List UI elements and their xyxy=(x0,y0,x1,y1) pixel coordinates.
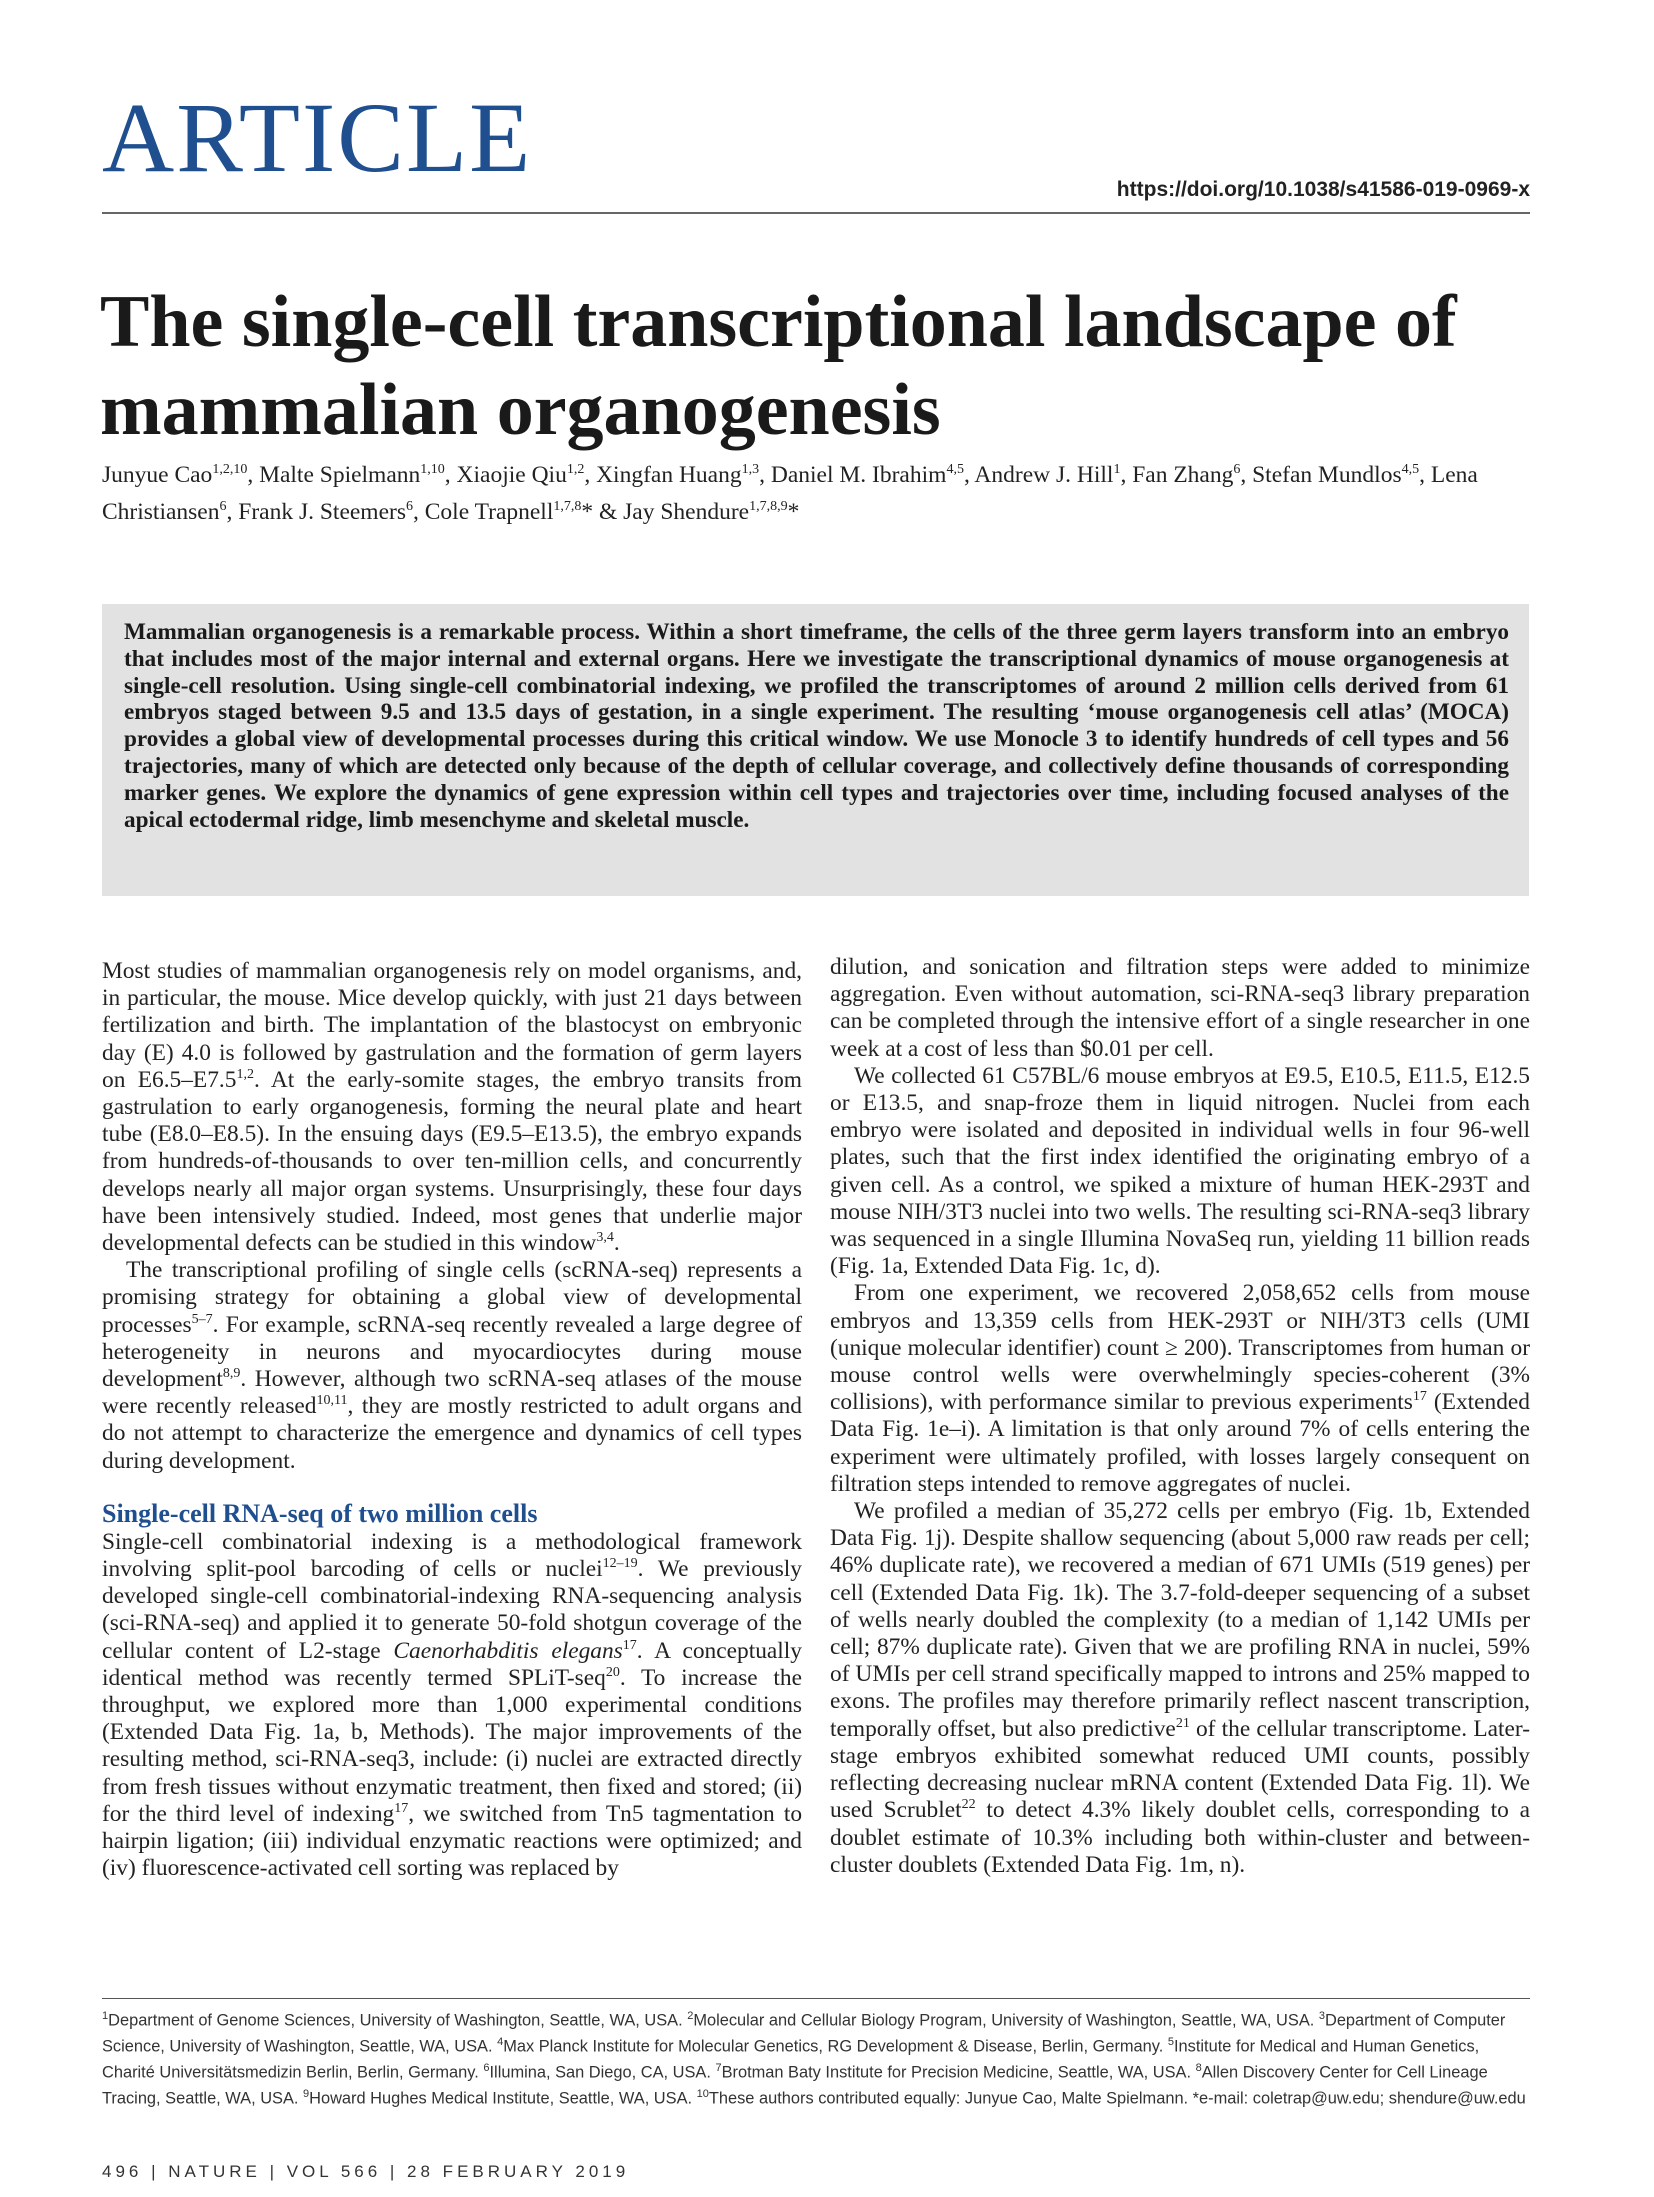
citation-superscript: 20 xyxy=(605,1665,620,1681)
citation-superscript: 17 xyxy=(1412,1389,1427,1405)
text-run: to detect 4.3% likely doublet cells, corresponding to a doublet estimate of 10.3% including both within-cluster and between-cluster doublets (Extended Data Fig. 1m, n). xyxy=(830,1797,1530,1878)
text-run: . A conceptually identical method was recently termed SPLiT-seq xyxy=(102,1637,802,1691)
affiliation-number: 3 xyxy=(1318,2010,1325,2022)
text-run: , they are mostly restricted to adult organs and do not attempt to characterize the emergence and dynamics of cell types during development. xyxy=(102,1393,802,1474)
author-separator: , xyxy=(1120,461,1133,488)
author-name: Junyue Cao xyxy=(102,461,213,488)
affiliation-number: 6 xyxy=(483,2061,490,2074)
author-affiliation-marker: 4,5 xyxy=(1401,462,1420,477)
paragraph xyxy=(102,1257,802,1475)
citation-superscript: 5–7 xyxy=(191,1311,213,1327)
text-run: of the cellular transcriptome. Later-stage embryos exhibited somewhat reduced UMI counts, possibly reflecting decreasing nuclear mRNA content (Extended Data Fig. 1l). We used Scrublet xyxy=(830,1715,1530,1824)
author-affiliation-marker: 1,10 xyxy=(420,462,445,477)
article-title: The single-cell transcriptional landscape of mammalian organogenesis xyxy=(100,281,1457,451)
text-run: . For example, scRNA-seq recently revealed a large degree of heterogeneity in neurons and myocardiocytes during mouse development xyxy=(102,1311,802,1393)
author-separator: , xyxy=(584,461,597,488)
affiliation-text: Max Planck Institute for Molecular Genetics, RG Development & Disease, Berlin, Germany. xyxy=(503,2037,1168,2056)
page-footer: 496 | NATURE | VOL 566 | 28 FEBRUARY 2019 xyxy=(102,2162,630,2181)
affiliation-number: 4 xyxy=(497,2035,504,2048)
author-separator: * xyxy=(787,498,800,525)
section-heading: Single-cell RNA-seq of two million cells xyxy=(102,1498,538,1528)
author-affiliation-marker: 1,7,8,9 xyxy=(749,498,788,514)
article-section-label: ARTICLE xyxy=(102,82,533,193)
affiliation-number: 9 xyxy=(303,2087,310,2100)
citation-superscript: 17 xyxy=(622,1637,637,1653)
text-run: The transcriptional profiling of single cells (scRNA-seq) represents a promising strategy for obtaining a global view of developmental processes xyxy=(102,1257,802,1338)
author-affiliation-marker: 6 xyxy=(1233,462,1241,477)
author-separator: , xyxy=(247,461,260,488)
author-affiliation-marker: 1,2,10 xyxy=(212,462,248,477)
author-name: Cole Trapnell xyxy=(424,498,554,525)
text-run: . To increase the throughput, we explored more than 1,000 experimental conditions (Extended Data Fig. 1a, b, Methods). The major improvements of the resulting method, sci-RNA-seq3, include: (i) nuclei are extracted directly from fresh tissues without enzymatic treatment, then fixed and stored; (ii) for the third level of indexing xyxy=(102,1664,802,1827)
author-separator: , xyxy=(444,461,457,488)
citation-superscript: 22 xyxy=(961,1797,976,1813)
author-name: Xingfan Huang xyxy=(596,461,742,488)
author-separator: , xyxy=(1419,461,1431,488)
affiliation-number: 8 xyxy=(1195,2061,1202,2074)
paragraph xyxy=(830,1063,1530,1281)
affiliation-text: Department of Genome Sciences, University of Washington, Seattle, WA, USA. xyxy=(108,2011,688,2030)
text-run: , we switched from Tn5 tagmentation to hairpin ligation; (iii) individual enzymatic reactions were optimized; and (iv) fluorescence-activated cell sorting was replaced by xyxy=(102,1800,803,1882)
author-separator: , xyxy=(1240,461,1253,488)
author-separator: , xyxy=(226,498,239,525)
author-separator: * & xyxy=(581,498,624,525)
author-name: Xiaojie Qiu xyxy=(456,461,567,488)
author-affiliation-marker: 1,3 xyxy=(741,462,760,477)
author-name: Fan Zhang xyxy=(1132,461,1234,488)
affiliation-text: Allen Discovery Center for Cell Lineage Tracing, Seattle, WA, USA. xyxy=(102,2063,1488,2108)
author-affiliation-marker: 1,7,8 xyxy=(553,498,582,514)
paragraph xyxy=(830,1498,1530,1879)
citation-superscript: 12–19 xyxy=(602,1556,638,1572)
body-column-left xyxy=(102,958,802,1883)
text-run: (Extended Data Fig. 1e–i). A limitation is that only around 7% of cells entering the experiment were ultimately profiled, with losses largely consequent on filtration steps intended to remove aggregates of nuclei. xyxy=(830,1389,1530,1497)
header-divider xyxy=(102,212,1530,214)
affiliation-number: 10 xyxy=(696,2087,709,2100)
footnote-divider xyxy=(102,1998,1530,1999)
affiliation-number: 2 xyxy=(687,2010,694,2022)
author-list xyxy=(102,454,1522,528)
author-affiliation-marker: 1 xyxy=(1113,462,1121,477)
affiliation-number: 1 xyxy=(102,2010,109,2022)
author-affiliation-marker: 6 xyxy=(406,498,413,514)
text-run: Single-cell combinatorial indexing is a methodological framework involving split-pool barcoding of cells or nuclei xyxy=(102,1528,802,1583)
paragraph xyxy=(102,958,802,1257)
affiliation-number: 7 xyxy=(715,2061,722,2074)
author-name: Stefan Mundlos xyxy=(1252,461,1402,488)
affiliation-text: Illumina, San Diego, CA, USA. xyxy=(489,2063,716,2082)
affiliations-footnote xyxy=(102,2006,1530,2110)
author-separator: , xyxy=(759,461,771,488)
paragraph xyxy=(830,954,1530,1063)
text-run: . At the early-somite stages, the embryo transits from gastrulation to early organogenesis, forming the neural plate and heart tube (E8.0–E8.5). In the ensuing days (E9.5–E13.5), the embryo expands from hundreds-of-thousands to over ten-million cells, and concurrently develops nearly all major organ systems. Unsurprisingly, these four days have been intensively studied. Indeed, most genes that underlie major developmental defects can be studied in this window xyxy=(102,1066,802,1257)
text-run: dilution, and sonication and filtration steps were added to minimize aggregation. Even without automation, sci-RNA-seq3 library preparation can be completed through the intensive effort of a single researcher in one week at a cost of less than $0.01 per cell. xyxy=(830,954,1530,1062)
author-affiliation-marker: 6 xyxy=(219,498,227,514)
citation-superscript: 10,11 xyxy=(316,1393,348,1409)
affiliation-text: These authors contributed equally: Junyue Cao, Malte Spielmann. *e-mail: coletrap@uw.edu; shendure@uw.edu xyxy=(708,2089,1526,2108)
affiliation-number: 5 xyxy=(1167,2035,1174,2048)
text-run: We profiled a median of 35,272 cells per embryo (Fig. 1b, Extended Data Fig. 1j). Despite shallow sequencing (about 5,000 raw reads per cell; 46% duplicate rate), we recovered a median of 671 UMIs (519 genes) per cell (Extended Data Fig. 1k). The 3.7-fold-deeper sequencing of a subset of wells nearly doubled the complexity (to a median of 1,142 UMIs per cell; 87% duplicate rate). Given that we are profiling RNA in nuclei, 59% of UMIs per cell strand specifically mapped to introns and 25% mapped to exons. The profiles may therefore primarily reflect nascent transcription, temporally offset, but also predictive xyxy=(830,1498,1530,1742)
paragraph xyxy=(102,1529,802,1883)
affiliation-text: Howard Hughes Medical Institute, Seattle, WA, USA. xyxy=(309,2089,697,2108)
doi-link[interactable]: https://doi.org/10.1038/s41586-019-0969-x xyxy=(1116,178,1530,201)
citation-superscript: 17 xyxy=(394,1801,409,1817)
affiliation-text: Department of Computer Science, University of Washington, Seattle, WA, USA. xyxy=(102,2011,1506,2056)
text-run: . xyxy=(613,1230,620,1257)
affiliation-text: Institute for Medical and Human Genetics, Charité Universitätsmedizin Berlin, Berlin, Germany. xyxy=(102,2037,1480,2082)
author-name: Daniel M. Ibrahim xyxy=(770,461,947,488)
citation-superscript: 1,2 xyxy=(236,1067,254,1083)
text-run: From one experiment, we recovered 2,058,652 cells from mouse embryos and 13,359 cells from HEK-293T or NIH/3T3 cells (UMI (unique molecular identifier) count ≥ 200). Transcriptomes from human or mouse control wells were overwhelmingly species-coherent (3% collisions), with performance similar to previous experiments xyxy=(830,1280,1530,1416)
text-run: . However, although two scRNA-seq atlases of the mouse were recently released xyxy=(102,1366,802,1420)
italic-term: Caenorhabditis elegans xyxy=(393,1637,623,1664)
citation-superscript: 21 xyxy=(1175,1715,1190,1731)
author-name: Jay Shendure xyxy=(623,498,750,525)
paragraph xyxy=(830,1280,1530,1498)
citation-superscript: 8,9 xyxy=(222,1366,241,1382)
author-separator: , xyxy=(413,498,425,525)
author-name: Frank J. Steemers xyxy=(238,498,406,525)
text-run: We collected 61 C57BL/6 mouse embryos at E9.5, E10.5, E11.5, E12.5 or E13.5, and snap-froze them in liquid nitrogen. Nuclei from each embryo were isolated and deposited in individual wells in four 96-well plates, such that the first index identified the originating embryo of a given cell. As a control, we spiked a mixture of human HEK-293T and mouse NIH/3T3 nuclei into two wells. The resulting sci-RNA-seq3 library was sequenced in a single Illumina NovaSeq run, yielding 11 billion reads (Fig. 1a, Extended Data Fig. 1c, d). xyxy=(830,1062,1530,1280)
abstract-text: Mammalian organogenesis is a remarkable process. Within a short timeframe, the cells of the three germ layers transform into an embryo that includes most of the major internal and external organs. Here we investigate the transcriptional dynamics of mouse organogenesis at single-cell resolution. Using single-cell combinatorial indexing, we profiled the transcriptomes of around 2 million cells derived from 61 embryos staged between 9.5 and 13.5 days of gestation, in a single experiment. The resulting ‘mouse organogenesis cell atlas’ (MOCA) provides a global view of developmental processes during this critical window. We use Monocle 3 to identify hundreds of cell types and 56 trajectories, many of which are detected only because of the depth of cellular coverage, and collectively define thousands of corresponding marker genes. We explore the dynamics of gene expression within cell types and trajectories over time, including focused analyses of the apical ectodermal ridge, limb mesenchyme and skeletal muscle. xyxy=(124,619,1509,833)
author-name: Lena Christiansen xyxy=(102,461,1478,525)
affiliation-text: Brotman Baty Institute for Precision Medicine, Seattle, WA, USA. xyxy=(721,2063,1196,2082)
abstract-box xyxy=(102,604,1529,896)
author-name: Malte Spielmann xyxy=(259,461,421,488)
author-affiliation-marker: 4,5 xyxy=(946,462,964,477)
citation-superscript: 3,4 xyxy=(596,1230,614,1246)
text-run: . We previously developed single-cell combinatorial-indexing RNA-sequencing analysis (sci-RNA-seq) and applied it to generate 50-fold shotgun coverage of the cellular content of L2-stage xyxy=(102,1556,802,1664)
author-separator: , xyxy=(963,461,975,488)
affiliation-text: Molecular and Cellular Biology Program, University of Washington, Seattle, WA, USA. xyxy=(693,2011,1319,2030)
text-run: Most studies of mammalian organogenesis rely on model organisms, and, in particular, the mouse. Mice develop quickly, with just 21 days between fertilization and birth. The implantation of the blastocyst on embryonic day (E) 4.0 is followed by gastrulation and the formation of germ layers on E6.5–E7.5 xyxy=(102,958,802,1093)
body-column-right xyxy=(830,954,1530,1879)
author-affiliation-marker: 1,2 xyxy=(566,462,585,477)
author-name: Andrew J. Hill xyxy=(974,461,1114,488)
